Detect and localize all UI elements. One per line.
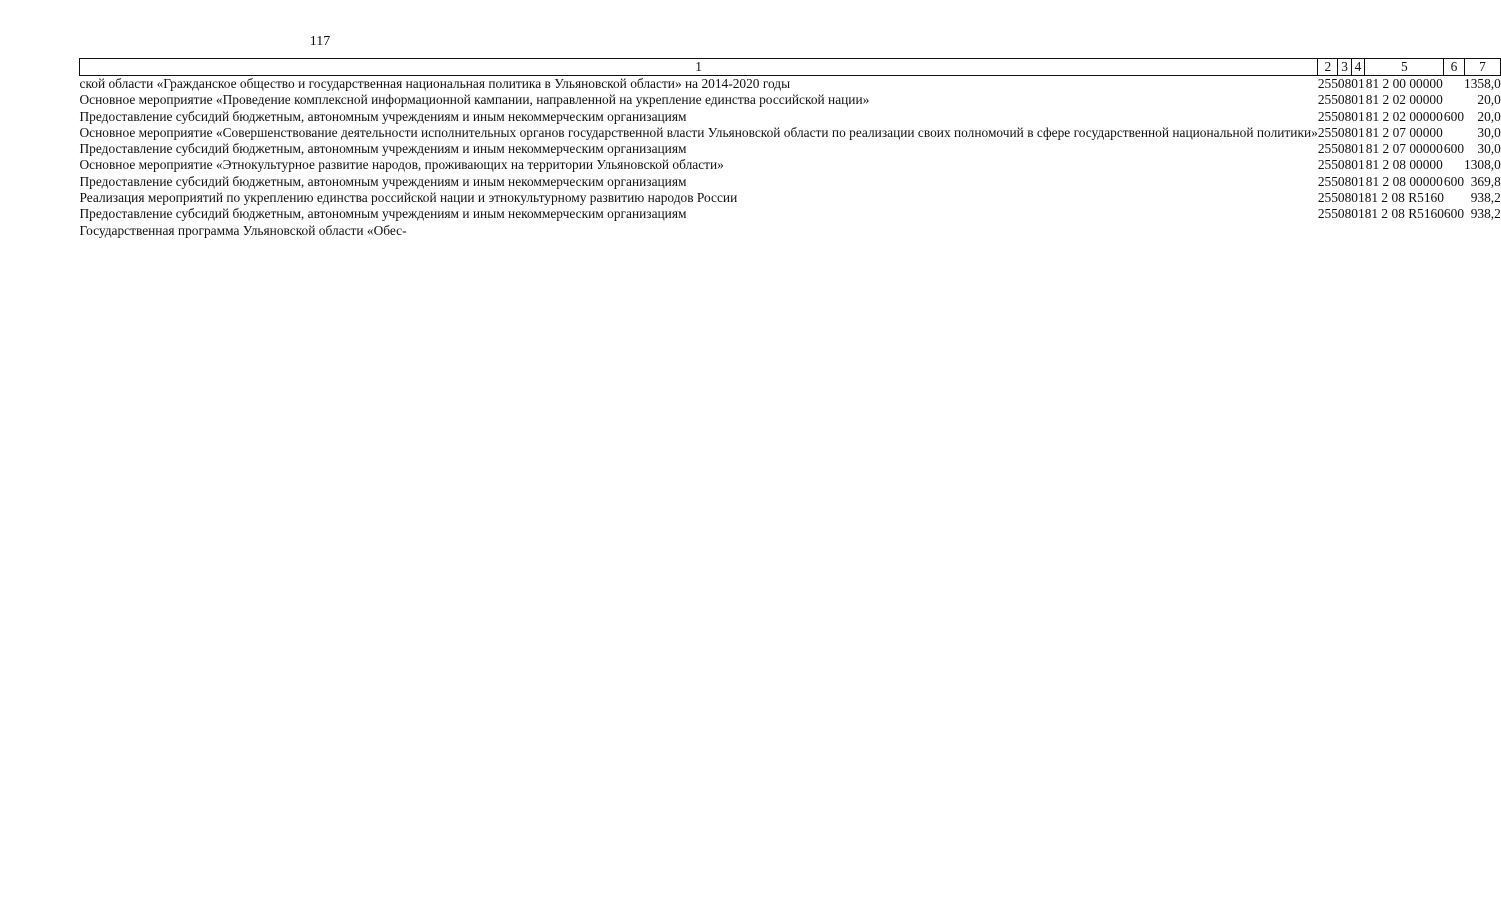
row-amount — [1464, 223, 1501, 239]
row-expense-type — [1444, 223, 1464, 239]
column-header: 7 — [1464, 59, 1501, 76]
row-amount: 938,2 — [1470, 206, 1501, 222]
row-amount: 369,8 — [1470, 173, 1501, 189]
row-expense-type: 600 — [1443, 141, 1465, 157]
row-name: Основное мероприятие «Этнокультурное развитие народов, проживающих на территории Ульяновской области» — [79, 157, 724, 173]
row-name: Государственная программа Ульяновской области «Обес- — [79, 222, 407, 238]
row-subsection-code: 01 — [1351, 206, 1365, 222]
row-name: Реализация мероприятий по укреплению единства российской нации и этнокультурному развитию народов России — [79, 190, 738, 206]
table-row — [80, 141, 1501, 157]
row-expense-type — [1444, 125, 1464, 141]
row-amount: 30,0 — [1477, 124, 1501, 140]
row-target-article: 81 2 02 00000 — [1365, 92, 1443, 108]
column-header: 4 — [1351, 59, 1364, 76]
table-body — [80, 76, 1501, 239]
row-expense-type — [1444, 76, 1464, 93]
row-amount: 1358,0 — [1464, 76, 1501, 91]
table-header — [80, 59, 1501, 76]
row-amount: 20,0 — [1477, 108, 1501, 124]
row-ministry-code: 255 — [1317, 124, 1338, 140]
row-name: Основное мероприятие «Совершенствование деятельности исполнительных органов государственной власти Ульяновской области по реализации своих полномочий в сфере государственной национальной политики» — [79, 124, 1318, 140]
row-section-code: 08 — [1337, 206, 1352, 222]
column-header: 1 — [80, 59, 1318, 76]
table-row — [80, 109, 1501, 125]
table-row — [80, 125, 1501, 141]
row-section-code: 08 — [1337, 173, 1352, 189]
row-subsection-code: 01 — [1351, 76, 1365, 91]
row-section-code: 08 — [1337, 76, 1352, 91]
row-ministry-code — [1318, 223, 1338, 239]
row-ministry-code: 255 — [1317, 157, 1338, 173]
table-row — [80, 92, 1501, 108]
budget-table — [79, 58, 1501, 239]
row-section-code: 08 — [1337, 157, 1352, 173]
table-row — [80, 223, 1501, 239]
page-number: 117 — [309, 34, 331, 49]
row-target-article: 81 2 08 R5160 — [1364, 206, 1444, 222]
row-name: Предоставление субсидий бюджетным, автономным учреждениям и иным некоммерческим организациям — [79, 108, 687, 124]
row-name: Предоставление субсидий бюджетным, автономным учреждениям и иным некоммерческим организациям — [79, 141, 687, 157]
table-row — [80, 157, 1501, 173]
row-section-code: 08 — [1337, 124, 1352, 140]
table-row — [80, 174, 1501, 190]
row-expense-type — [1444, 190, 1464, 206]
row-expense-type: 600 — [1443, 108, 1465, 124]
row-ministry-code: 255 — [1317, 206, 1338, 222]
row-name: Предоставление субсидий бюджетным, автономным учреждениям и иным некоммерческим организациям — [79, 206, 687, 222]
column-header: 5 — [1365, 59, 1444, 76]
row-amount: 20,0 — [1477, 92, 1501, 108]
row-amount: 30,0 — [1477, 141, 1501, 157]
column-header: 6 — [1444, 59, 1464, 76]
row-ministry-code: 255 — [1317, 173, 1338, 189]
row-target-article: 81 2 08 R5160 — [1364, 190, 1444, 206]
row-amount: 938,2 — [1470, 190, 1501, 206]
row-subsection-code: 01 — [1351, 124, 1365, 140]
row-target-article: 81 2 02 00000 — [1365, 108, 1443, 124]
row-target-article: 81 2 07 00000 — [1365, 124, 1443, 140]
row-section-code: 08 — [1337, 108, 1352, 124]
row-subsection-code: 01 — [1351, 141, 1365, 157]
row-ministry-code: 255 — [1317, 190, 1338, 206]
table-row — [80, 190, 1501, 206]
row-amount: 1308,0 — [1464, 157, 1501, 173]
row-expense-type: 600 — [1443, 173, 1465, 189]
row-subsection-code: 01 — [1351, 157, 1365, 173]
row-ministry-code: 255 — [1317, 92, 1338, 108]
row-ministry-code: 255 — [1317, 76, 1338, 91]
row-subsection-code — [1351, 223, 1364, 239]
row-target-article: 81 2 07 00000 — [1365, 141, 1443, 157]
row-expense-type — [1444, 92, 1464, 108]
column-header: 3 — [1338, 59, 1351, 76]
row-section-code — [1338, 223, 1351, 239]
row-target-article — [1365, 223, 1444, 239]
row-name: Предоставление субсидий бюджетным, автономным учреждениям и иным некоммерческим организациям — [79, 173, 687, 189]
row-expense-type — [1444, 157, 1464, 173]
row-target-article: 81 2 08 00000 — [1365, 173, 1443, 189]
row-subsection-code: 01 — [1351, 190, 1365, 206]
row-name: Основное мероприятие «Проведение комплексной информационной кампании, направленной на укрепление единства российской нации» — [79, 92, 870, 108]
row-subsection-code: 01 — [1351, 108, 1365, 124]
column-header: 2 — [1318, 59, 1338, 76]
row-subsection-code: 01 — [1351, 92, 1365, 108]
row-section-code: 08 — [1337, 141, 1352, 157]
row-name: ской области «Гражданское общество и государственная национальная политика в Ульяновской области» на 2014-2020 годы — [79, 76, 791, 91]
table-row — [80, 206, 1501, 222]
row-target-article: 81 2 08 00000 — [1365, 157, 1443, 173]
row-subsection-code: 01 — [1351, 173, 1365, 189]
row-ministry-code: 255 — [1317, 108, 1338, 124]
row-ministry-code: 255 — [1317, 141, 1338, 157]
table-row — [80, 76, 1501, 93]
row-section-code: 08 — [1337, 190, 1352, 206]
row-target-article: 81 2 00 00000 — [1365, 76, 1443, 91]
row-expense-type: 600 — [1443, 206, 1465, 222]
row-section-code: 08 — [1337, 92, 1352, 108]
